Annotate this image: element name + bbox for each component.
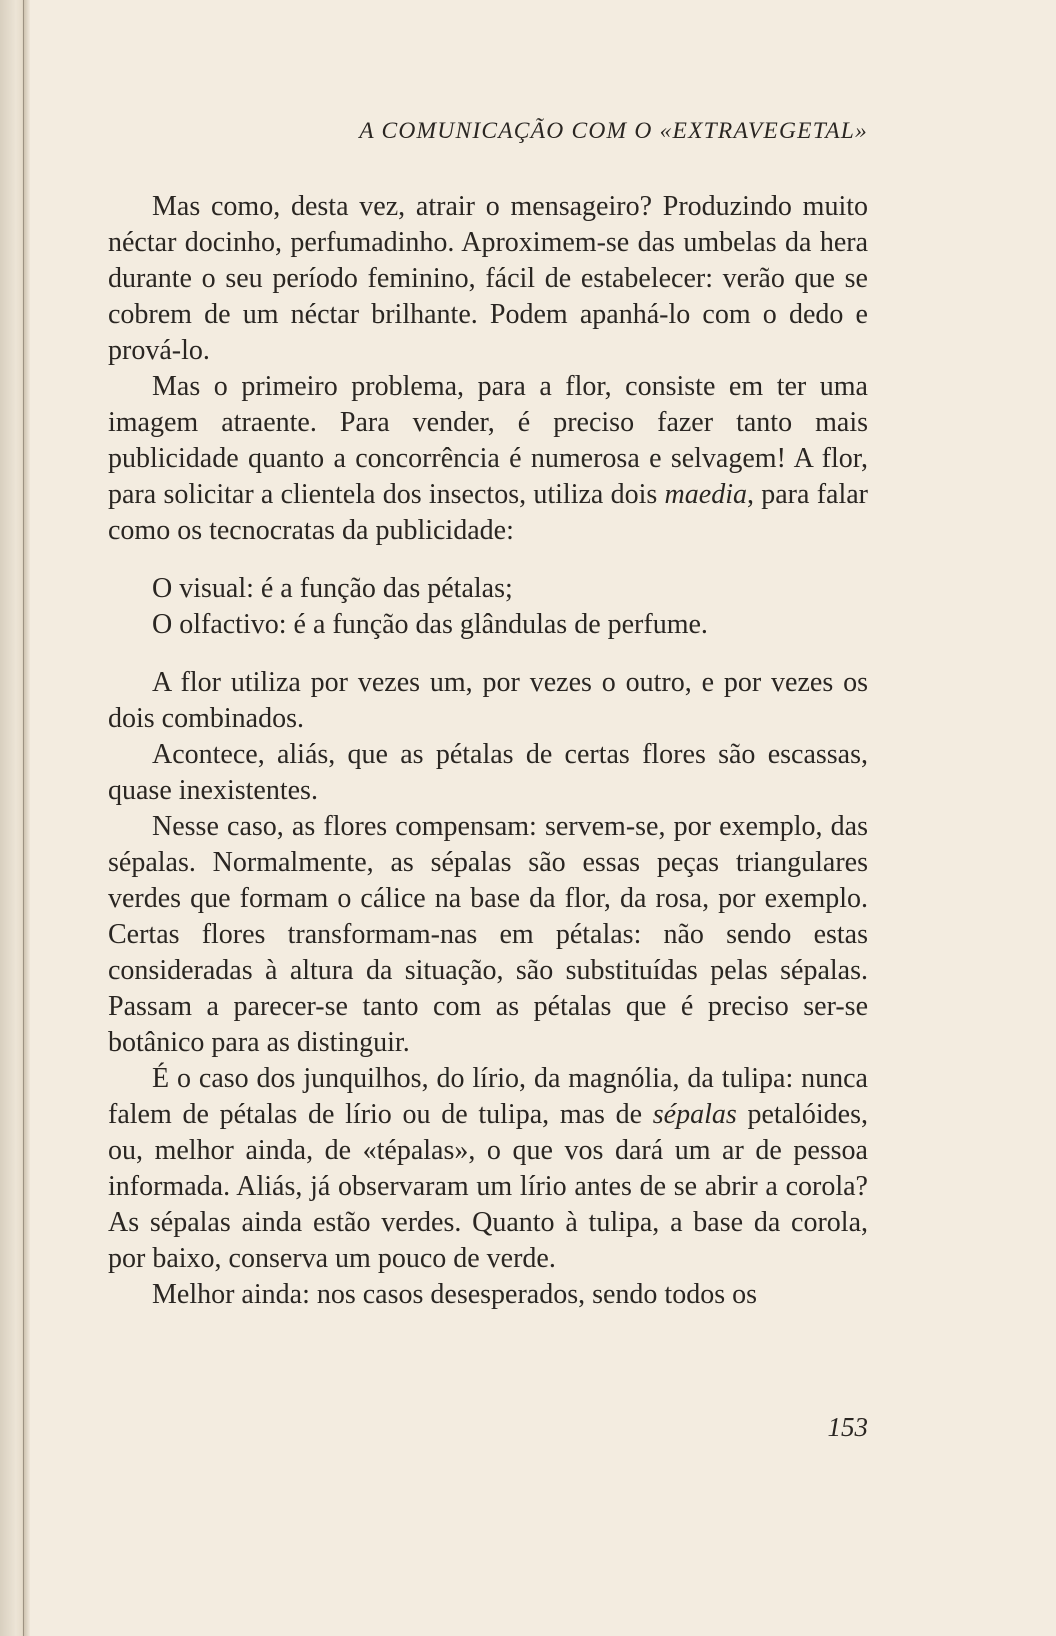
- italic-term: maedia: [664, 479, 747, 510]
- running-header: A COMUNICAÇÃO COM O «EXTRAVEGETAL»: [359, 118, 868, 144]
- paragraph: [108, 369, 868, 549]
- body-text: [108, 189, 868, 1313]
- page-number: 153: [827, 1412, 868, 1442]
- list-item: O olfactivo: é a função das glândulas de perfume.: [152, 609, 708, 640]
- list-item: O visual: é a função das pétalas;: [152, 573, 513, 604]
- paragraph: Nesse caso, as flores compensam: servem-se, por exemplo, das sépalas. Normalmente, as sépalas são essas peças triangulares verdes que formam o cálice na base da flor, da rosa, por exemplo. Certas flores transformam-nas em pétalas: não sendo estas consideradas à altura da situação, são substituídas pelas sépalas. Passam a parecer-se tanto com as pétalas que é preciso ser-se botânico para as distinguir.: [108, 811, 868, 1058]
- paragraph-text: , para falar como os tecnocratas da publicidade:: [108, 479, 868, 546]
- paragraph: Acontece, aliás, que as pétalas de certas flores são escassas, quase inexistentes.: [108, 739, 868, 806]
- italic-term: sépalas: [652, 1099, 737, 1130]
- paragraph: [108, 1061, 868, 1277]
- paragraph-text: petalóides, ou, melhor ainda, de «tépalas», o que vos dará um ar de pessoa informada. Aliás, já observaram um lírio antes de se abrir a corola? As sépalas ainda estão verdes. Quanto à tulipa, a base da corola, por baixo, conserva um pouco de verde.: [108, 1099, 868, 1274]
- paragraph: Mas como, desta vez, atrair o mensageiro? Produzindo muito néctar docinho, perfumadinho. Aproximem-se das umbelas da hera durante o seu período feminino, fácil de estabelecer: verão que se cobrem de um néctar brilhante. Podem apanhá-lo com o dedo e prová-lo.: [108, 191, 868, 366]
- book-spine-gutter: [0, 0, 30, 1636]
- paragraph-text: Mas o primeiro problema, para a flor, consiste em ter uma imagem atraente. Para vender, é preciso fazer tanto mais publicidade quanto a concorrência é numerosa e selvagem! A flor, para solicitar a clientela dos insectos, utiliza dois: [108, 371, 868, 510]
- paragraph: A flor utiliza por vezes um, por vezes o outro, e por vezes os dois combinados.: [108, 667, 868, 734]
- paragraph: Melhor ainda: nos casos desesperados, sendo todos os: [152, 1279, 758, 1310]
- paragraph-text: É o caso dos junquilhos, do lírio, da magnólia, da tulipa: nunca falem de pétalas de lírio ou de tulipa, mas de: [108, 1063, 868, 1130]
